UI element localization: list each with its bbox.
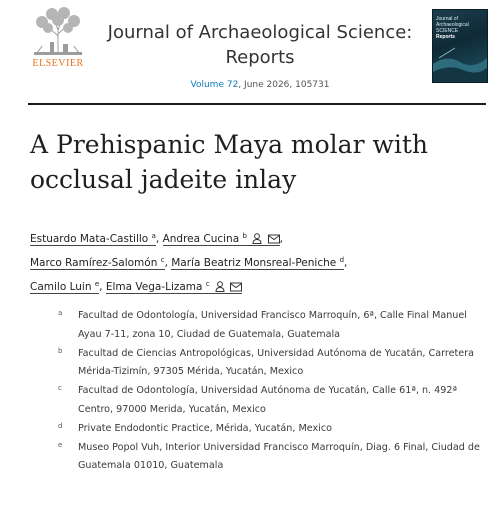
volume-date-article: , June 2026, 105731 (238, 80, 330, 90)
author-line-1: Estuardo Mata-Castillo $^a$, Andrea Cucina $^b$ , (30, 232, 283, 245)
affiliation-text: Facultad de Odontología, Universidad Autónoma de Yucatán, Calle 61ª, n. 492ª Centro, 97000 Merida, Yucatán, Mexico (78, 385, 457, 415)
journal-header (0, 0, 500, 97)
cover-title-line4: Reports (436, 34, 455, 40)
affiliation-text: Facultad de Odontología, Universidad Francisco Marroquín, 6ª, Calle Final Manuel Ayau 7-11, zona 10, Ciudad de Guatemala, Guatemala (78, 310, 467, 340)
journal-title-line1: Journal of Archaeological Science: (107, 22, 413, 43)
article-title-line1: A Prehispanic Maya molar with (30, 130, 429, 159)
affiliation-text: Private Endodontic Practice, Mérida, Yucatán, Mexico (78, 422, 332, 434)
journal-cover-image[interactable] (432, 9, 488, 83)
publisher-name: ELSEVIER (32, 58, 84, 69)
author-line-2: Marco Ramírez-Salomón $^c$, María Beatriz Monsreal-Peniche $^d$, (30, 256, 348, 269)
article-title (30, 127, 490, 197)
affiliation-text: Facultad de Ciencias Antropológicas, Universidad Autónoma de Yucatán, Carretera Mérida-Tizimín, 97305 Mérida, Yucatán, Mexico (78, 347, 474, 378)
affiliation-mark: e (58, 440, 63, 449)
author-link[interactable]: Elma Vega-Lizama $^c$ (106, 281, 243, 294)
envelope-icon (230, 282, 242, 292)
author-link[interactable]: Andrea Cucina $^b$ (163, 233, 280, 246)
affiliation-item (58, 345, 493, 383)
header-divider (28, 103, 486, 105)
volume-link[interactable]: Volume 72 (190, 80, 239, 90)
cover-artwork (433, 44, 487, 82)
affiliation-item (58, 439, 493, 477)
cover-title-line1: Journal of (436, 16, 458, 22)
cover-title (436, 16, 484, 40)
author-line-3: Camilo Luin $^e$, Elma Vega-Lizama $^c$ (30, 274, 490, 298)
cover-title-line2: Archaeological (436, 22, 469, 28)
cover-title-line3: SCIENCE (436, 28, 459, 34)
envelope-icon (268, 234, 280, 244)
article-title-line2: occlusal jadeite inlay (30, 165, 297, 194)
affiliation-text: Museo Popol Vuh, Interior Universidad Francisco Marroquín, Diag. 6 Final, Ciudad de Guatemala 01010, Guatemala (78, 441, 480, 472)
author-link[interactable]: Marco Ramírez-Salomón $^c$ (30, 256, 165, 269)
affiliation-mark: a (58, 309, 63, 317)
person-icon (215, 281, 225, 292)
author-link[interactable]: María Beatriz Monsreal-Peniche $^d$ (171, 256, 345, 269)
affiliation-mark: c (58, 384, 62, 393)
person-icon (252, 233, 262, 244)
author-list (30, 226, 490, 298)
journal-title[interactable] (95, 20, 425, 70)
author-link[interactable]: Estuardo Mata-Castillo $^a$ (30, 232, 156, 245)
affiliation-item (58, 307, 493, 345)
journal-title-line2: Reports (225, 47, 295, 68)
volume-info (95, 80, 425, 90)
affiliation-mark: d (58, 421, 63, 430)
author-link[interactable]: Camilo Luin $^e$ (30, 280, 100, 293)
affiliations-list (58, 307, 493, 476)
affiliation-item (58, 382, 493, 420)
affiliation-item (58, 420, 493, 439)
affiliation-mark: b (58, 346, 63, 355)
